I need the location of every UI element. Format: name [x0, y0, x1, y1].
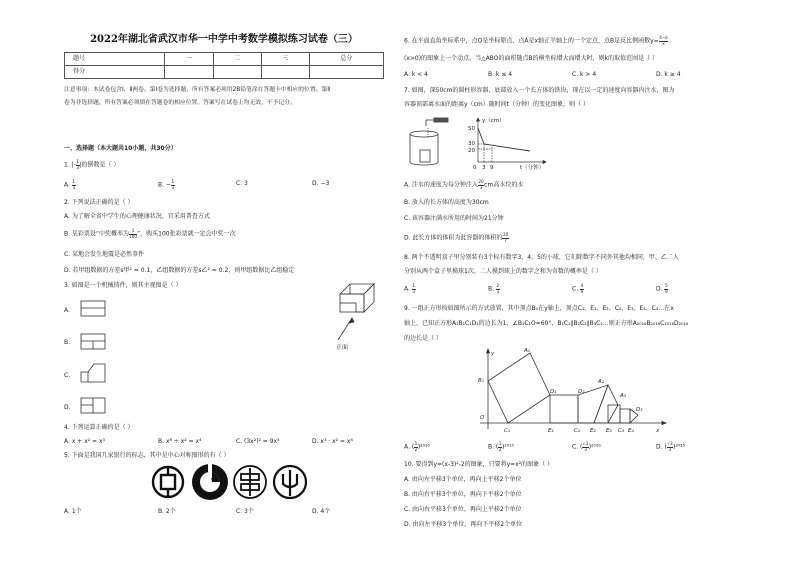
squares-figure	[470, 345, 670, 435]
option-d[interactable]: D. −3	[312, 180, 330, 187]
instructions-line: 注意事项：本试卷包含Ⅰ、Ⅱ两卷。第Ⅰ卷为选择题，所有答案必须用2B铅笔涂在答题卡中相应的位置。第Ⅱ	[64, 87, 331, 93]
question-9-line2: 轴上，已知正方形A₁B₁C₁D₁的边长为1，∠B₁C₁O=60°，B₁C₁∥B₂C₂∥B₃C₃…则正方形A₂₀₁₆B₂₀₁₆C₂₀₁₆D₂₀₁₆	[404, 320, 689, 327]
option-c[interactable]: C. 3个	[236, 508, 254, 515]
option-b[interactable]: B. 由向右平移3个单位，再向下平移2个单位	[404, 491, 522, 498]
option-c[interactable]: C. (3x²)² = 9x⁴	[236, 438, 280, 445]
figure-label: A₃	[620, 393, 626, 399]
score-cell[interactable]	[309, 66, 383, 79]
option-b[interactable]: B.	[64, 339, 71, 346]
option-b[interactable]: B. $\frac{2}{3}$	[488, 283, 500, 294]
figure-label: E₂	[590, 428, 596, 434]
score-cell: 三	[261, 53, 309, 66]
figure-label: A₂	[598, 379, 604, 385]
option-c[interactable]: C. 3	[236, 180, 248, 187]
graph-tick-x: 0	[473, 165, 477, 171]
score-cell: 一	[165, 53, 213, 66]
page-title: 2022年湖北省武汉市华一中学中考数学模拟练习试卷（三）	[90, 34, 358, 45]
graph-tick-y: 20	[468, 148, 475, 154]
figure-label: D₁	[550, 389, 557, 395]
question-5: 5. 下面是我国几家银行的标志，其中是中心对称图形的有（ ）	[64, 452, 230, 459]
option-d[interactable]: D. 4个	[312, 508, 331, 515]
score-cell[interactable]	[261, 66, 309, 79]
option-c[interactable]: C. 该容器注满水所用的时间为21分钟	[404, 215, 504, 222]
figure-label: A₁	[524, 348, 530, 354]
option-a[interactable]: A. 为了解全省中学生的心理健康状况，宜采用普查方式	[64, 213, 210, 220]
bank-logo-2-icon	[190, 462, 230, 502]
graph-tick-x: 3	[482, 165, 486, 171]
question-7: 7. 如图，深50cm的圆柱形容器，底部放入一个长方体的铁块，现在以一定的速度向容器内注水，图为	[404, 87, 675, 94]
option-c[interactable]: C.	[64, 372, 71, 379]
option-d[interactable]: D. ( $\frac{√3}{3}$ )²⁰¹⁵	[656, 441, 686, 452]
score-table	[64, 52, 384, 79]
question-6-line2: (x>0)的图象上一个动点，当△ABO的面积随点B的横坐标增大而增大时，则k的取值范围是（ ）	[404, 55, 659, 62]
option-a[interactable]: A. x + x² = x³	[64, 438, 105, 445]
figure-label: D₃	[636, 407, 643, 413]
question-1	[64, 160, 119, 170]
option-c[interactable]: C. $\frac{4}{9}$	[572, 283, 584, 294]
instructions	[64, 84, 384, 110]
front-view-label: 正面	[336, 344, 349, 351]
question-9-line3: 的边长是（ ）	[404, 335, 442, 342]
figure-label: x	[656, 428, 660, 434]
score-cell[interactable]	[165, 66, 213, 79]
question-8-line2: 分别从两个盒子里摸球1次，二人摸到球上的数字之和为奇数的概率是（ ）	[404, 268, 602, 275]
figure-label: E₃	[606, 428, 612, 434]
option-b[interactable]: B. − $\frac{1}{3}$	[158, 179, 175, 190]
option-d-diagram	[80, 397, 106, 415]
score-table-row	[65, 66, 384, 79]
score-cell: 总分	[309, 53, 383, 66]
question-2: 2. 下列说法正确的是（ ）	[64, 199, 134, 206]
option-b[interactable]: B. 放入的长方体的高度为30cm	[404, 199, 489, 206]
question-stem: 1. |-	[64, 161, 76, 169]
option-c-diagram	[80, 362, 106, 384]
option-d[interactable]: D. 由向左平移3个单位，再向下平移2个单位	[404, 521, 523, 528]
figure-label: C₃	[618, 428, 625, 434]
figure-label: D₂	[578, 389, 585, 395]
graph-y-label: y（cm）	[482, 118, 505, 124]
figure-label: E₄	[628, 428, 634, 434]
option-b[interactable]: B. k ≤ 4	[488, 71, 513, 78]
option-c[interactable]: C. k > 4	[572, 71, 597, 78]
casting-3d-figure	[330, 278, 384, 352]
option-a[interactable]: A. 1个	[64, 508, 82, 515]
option-a[interactable]: A. 由向左平移3个单位，再向上平移2个单位	[404, 476, 522, 483]
option-b[interactable]: B. 某彩票设“中奖概率为 $\frac{1}{100}$ ”，购买100张彩票就一定会中奖一次	[64, 228, 236, 239]
figure-label: B₁	[478, 378, 484, 384]
option-a[interactable]: A. ( $\frac{1}{2}$ )²⁰¹⁶	[404, 441, 430, 452]
bank-logo-4-icon	[272, 464, 308, 500]
question-8: 8. 两个不透明盒子里分别装有3个标有数字3，4，5的小球，它们除数字不同外其他均相同，甲、乙二人	[404, 254, 679, 261]
option-a-diagram	[80, 300, 106, 318]
option-d[interactable]: D. 若甲组数据的方差s甲² = 0.1，乙组数据的方差s乙² = 0.2，则甲组数据比乙组稳定	[64, 267, 295, 274]
score-cell[interactable]	[213, 66, 261, 79]
option-a[interactable]: A. $\frac{1}{3}$	[64, 179, 75, 190]
question-9: 9. 一组正方形按如图所示的方式放置，其中顶点B₁在y轴上，顶点C₁、E₁、E₂、C₂、E₃、E₄、C₃…在x	[404, 305, 674, 312]
option-d[interactable]: D. x³ · x² = x⁶	[312, 438, 353, 445]
cylinder-container-figure	[404, 114, 456, 168]
graph-x-label: t（分钟）	[520, 165, 545, 171]
figure-label: y	[491, 351, 495, 357]
score-cell: 二	[213, 53, 261, 66]
option-d[interactable]: D. k ≥ 4	[656, 71, 681, 78]
question-10: 10. 要得到y=(x-3)²-2的图象，只要将y=x²的图象（ ）	[404, 461, 554, 468]
figure-label: E₁	[548, 428, 554, 434]
option-a[interactable]: A. k < 4	[404, 71, 428, 78]
option-b[interactable]: B. ( $\frac{1}{2}$ )²⁰¹⁵	[488, 441, 514, 452]
figure-label: C₂	[574, 428, 581, 434]
score-table-row	[65, 53, 384, 66]
section-heading: 一、选择题（本大题共10小题，共30分）	[64, 145, 177, 152]
option-a[interactable]: A.	[64, 307, 70, 314]
question-4: 4. 下列运算正确的是（ ）	[64, 424, 134, 431]
question-stem: |的倒数是（ ）	[79, 161, 120, 169]
bank-logo-1-icon	[150, 464, 186, 500]
option-c[interactable]: C. ( $\frac{√3}{3}$ )²⁰¹⁶	[572, 441, 601, 452]
graph-tick-x: 9	[490, 165, 494, 171]
option-c[interactable]: C. 某地会发生地震是必然事件	[64, 251, 145, 258]
question-6: 6. 在平面直角坐标系中，点O是坐标原点，点A是x轴正半轴上的一个定点，点B是反比例函数y= $\frac{4-k}{x}$	[404, 35, 668, 46]
water-level-graph	[458, 114, 550, 172]
question-3: 3. 如图是一个机械铸件，则其主视图是（ ）	[64, 282, 182, 289]
option-b[interactable]: B. x⁸ ÷ x² = x⁴	[158, 438, 202, 445]
bank-logo-3-icon	[232, 464, 268, 500]
option-c[interactable]: C. 由向右平移3个单位，再向上平移2个单位	[404, 506, 522, 513]
option-d[interactable]: D. $\frac{5}{9}$	[656, 283, 668, 294]
instructions-line: 卷为非选择题，所有答案必须填在答题卷的相应位置。答案写在试卷上均无效，不予记分。	[64, 100, 296, 106]
fraction: $\frac{1}{3}$	[76, 159, 79, 170]
figure-label: O	[480, 415, 485, 421]
graph-tick-y: 30	[468, 141, 475, 147]
option-a[interactable]: A. $\frac{1}{3}$	[404, 283, 415, 294]
score-cell: 得分	[65, 66, 165, 79]
option-b[interactable]: B. 2个	[158, 508, 176, 515]
question-7-line2: 容器顶部离水面的距离y（cm）随时间t（分钟）的变化图象，则（ ）	[404, 101, 589, 108]
graph-tick-y: 50	[468, 126, 475, 132]
option-d[interactable]: D.	[64, 404, 71, 411]
figure-label: C₁	[504, 428, 511, 434]
option-a[interactable]: A. 注水的速度为每分钟注入 $\frac{20}{3}$ cm高水位的水	[404, 179, 524, 190]
option-b-diagram	[80, 333, 106, 351]
option-d[interactable]: D. 此长方体的体积为此容器的体积的 $\frac{20}{7}$	[404, 232, 509, 243]
score-cell: 题号	[65, 53, 165, 66]
